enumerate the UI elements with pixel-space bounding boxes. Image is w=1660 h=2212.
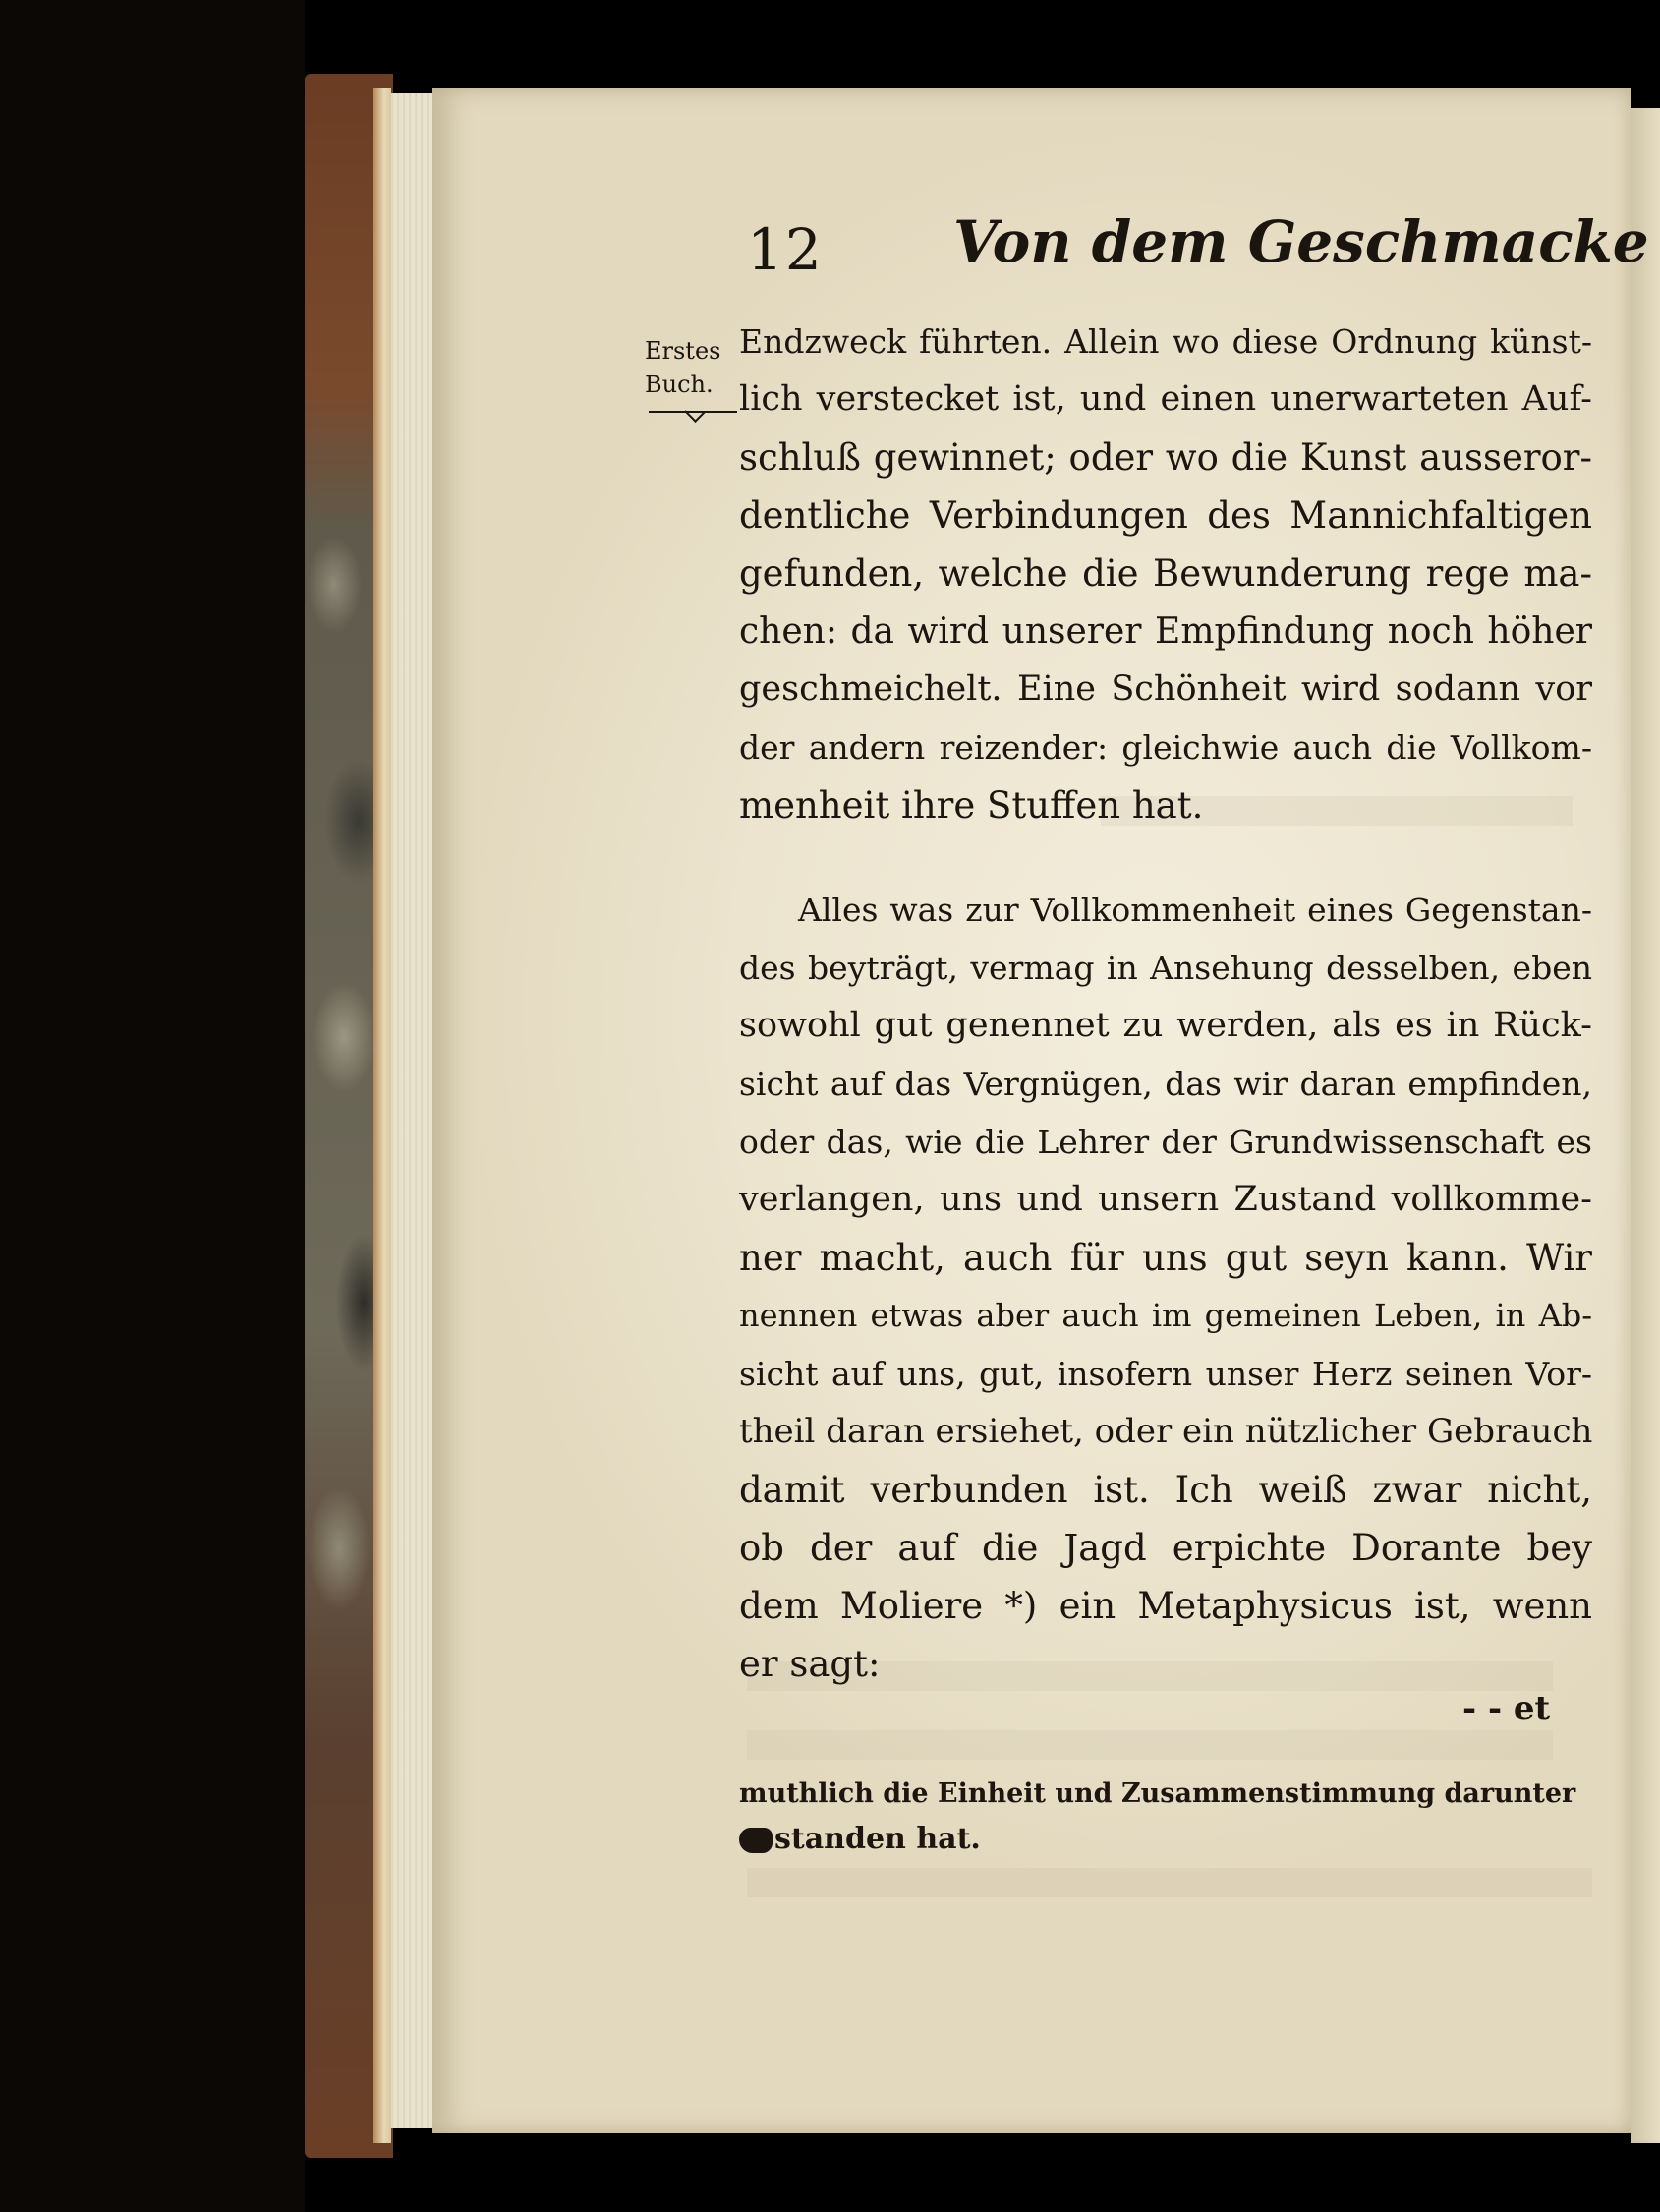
text-line: damit verbunden ist. Ich weiß zwar nicht, (739, 1469, 1592, 1511)
margin-note-line1: Erstes (645, 337, 721, 365)
footnote-line: muthlich die Einheit und Zusammenstimmung darunter (739, 1778, 1576, 1809)
ink-blot (739, 1828, 773, 1853)
footnote-line-text: standen hat. (774, 1822, 981, 1856)
text-line: dentliche Verbindungen des Mannichfaltigen (739, 495, 1592, 537)
cover-edge (373, 88, 391, 2143)
paragraph-2 (739, 881, 1592, 1693)
margin-bracket (649, 411, 737, 429)
paragraph-1 (739, 313, 1592, 835)
text-line: sowohl gut genennet zu werden, als es in Rück- (739, 1006, 1592, 1045)
facing-page-edge (1631, 108, 1660, 2143)
text-line: schluß gewinnet; oder wo die Kunst ausseror- (739, 437, 1592, 479)
footnote-line (739, 1817, 1592, 1862)
bleed-through (747, 1868, 1592, 1897)
margin-note (645, 334, 733, 401)
text-line: ner macht, auch für uns gut seyn kann. Wir (739, 1237, 1592, 1279)
text-line: menheit ihre Stuffen hat. (739, 785, 1204, 827)
text-line: chen: da wird unserer Empfindung noch höher (739, 611, 1592, 652)
text-line: Endzweck führten. Allein wo diese Ordnung künst- (739, 322, 1592, 361)
text-line: sicht auf das Vergnügen, das wir daran empfinden, (739, 1065, 1592, 1103)
text-line: gefunden, welche die Bewunderung rege ma- (739, 553, 1592, 595)
text-line: geschmeichelt. Eine Schönheit wird sodann vor (739, 669, 1592, 709)
bleed-through (747, 1730, 1553, 1760)
text-line: ob der auf die Jagd erpichte Dorante bey (739, 1527, 1592, 1569)
background (0, 0, 305, 2212)
page-number: 12 (747, 216, 824, 283)
text-line: lich verstecket ist, und einen unerwarteten Auf- (739, 379, 1592, 419)
text-line: nennen etwas aber auch im gemeinen Leben, in Ab- (739, 1297, 1592, 1334)
text-line: Alles was zur Vollkommenheit eines Gegenstan- (798, 891, 1592, 929)
continuation-marker: - - et (1462, 1689, 1551, 1728)
text-line: verlangen, uns und unsern Zustand vollkomme- (739, 1180, 1592, 1219)
text-line: er sagt: (739, 1643, 881, 1685)
text-line: sicht auf uns, gut, insofern unser Herz seinen Vor- (739, 1355, 1592, 1393)
running-title: Von dem Geschmacke (953, 208, 1649, 275)
text-line: des beyträgt, vermag in Ansehung desselben, eben (739, 949, 1592, 987)
text-line: der andern reizender: gleichwie auch die Vollkom- (739, 728, 1592, 767)
text-line: theil daran ersiehet, oder ein nützlicher Gebrauch (739, 1412, 1593, 1451)
margin-note-line2: Buch. (645, 371, 714, 398)
text-line: oder das, wie die Lehrer der Grundwissenschaft es (739, 1123, 1592, 1161)
text-line: dem Moliere *) ein Metaphysicus ist, wenn (739, 1585, 1592, 1627)
footnote (739, 1772, 1592, 1862)
